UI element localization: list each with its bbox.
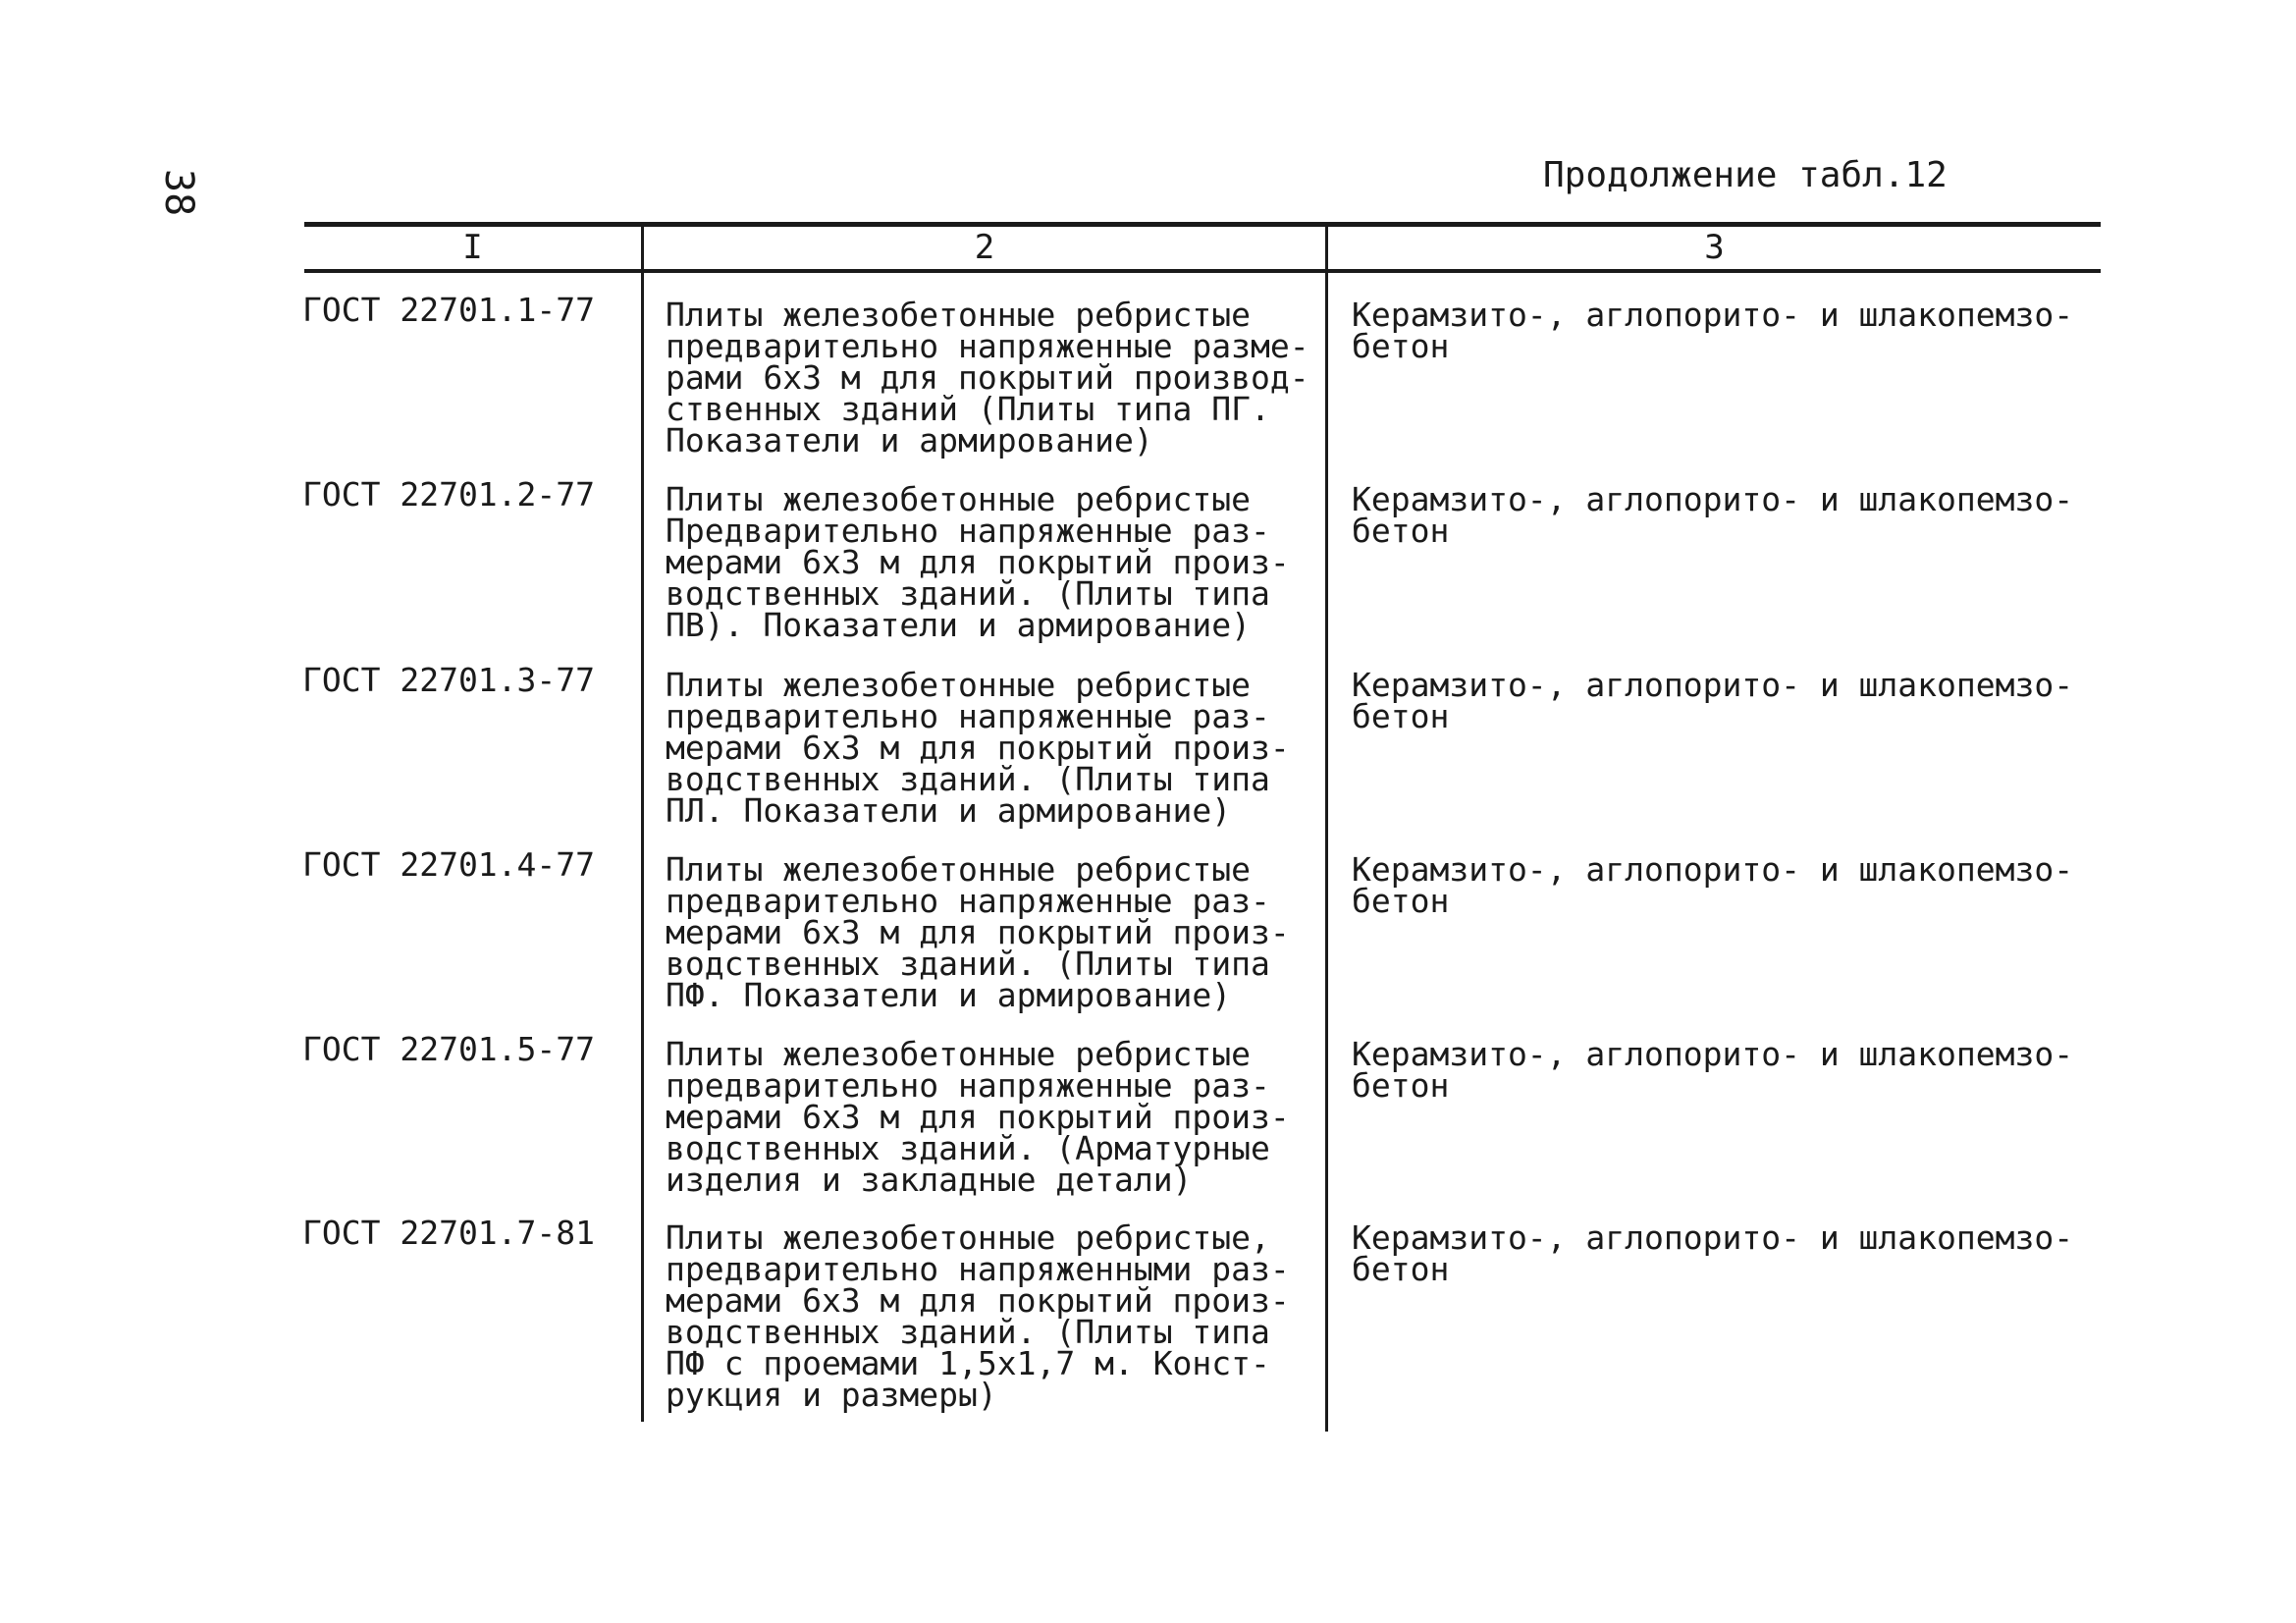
table-header-rule	[304, 269, 2101, 273]
row-2-material: Керамзито-, аглопорито- и шлакопемзо- бетон	[1352, 480, 2074, 550]
row-4-standard-code: ГОСТ 22701.4-77	[302, 845, 596, 884]
column-divider-2	[1325, 222, 1328, 1432]
row-1-material: Керамзито-, аглопорито- и шлакопемзо- бетон	[1352, 296, 2074, 365]
row-5-material: Керамзито-, аглопорито- и шлакопемзо- бетон	[1352, 1035, 2074, 1105]
row-5-standard-code: ГОСТ 22701.5-77	[302, 1030, 596, 1068]
column-divider-1	[641, 222, 644, 1422]
row-3-description: Плиты железобетонные ребристые предварительно напряженные раз- мерами 6х3 м для покрытий произ- водственных зданий. (Плиты типа ПЛ. Показатели и армирование)	[666, 666, 1290, 830]
row-6-material: Керамзито-, аглопорито- и шлакопемзо- бетон	[1352, 1218, 2074, 1288]
page-number: 38	[156, 169, 201, 217]
table-continuation-caption: Продолжение табл.12	[1543, 155, 1948, 195]
row-3-standard-code: ГОСТ 22701.3-77	[302, 661, 596, 699]
row-6-description: Плиты железобетонные ребристые, предварительно напряженными раз- мерами 6х3 м для покрытий произ- водственных зданий. (Плиты типа ПФ с проемами 1,5х1,7 м. Конст- рукция и размеры)	[666, 1218, 1290, 1414]
row-4-description: Плиты железобетонные ребристые предварительно напряженные раз- мерами 6х3 м для покрытий произ- водственных зданий. (Плиты типа ПФ. Показатели и армирование)	[666, 850, 1290, 1014]
row-2-description: Плиты железобетонные ребристые Предварительно напряженные раз- мерами 6х3 м для покрытий произ- водственных зданий. (Плиты типа ПВ). Показатели и армирование)	[666, 480, 1290, 644]
column-header-1: I	[462, 228, 483, 267]
column-header-3: 3	[1704, 228, 1725, 267]
row-2-standard-code: ГОСТ 22701.2-77	[302, 475, 596, 514]
column-header-2: 2	[974, 228, 995, 267]
row-1-description: Плиты железобетонные ребристые предварительно напряженные разме- рами 6х3 м для покрытий производ- ственных зданий (Плиты типа ПГ. Показатели и армирование)	[666, 296, 1309, 460]
row-4-material: Керамзито-, аглопорито- и шлакопемзо- бетон	[1352, 850, 2074, 920]
row-5-description: Плиты железобетонные ребристые предварительно напряженные раз- мерами 6х3 м для покрытий произ- водственных зданий. (Арматурные изделия и закладные детали)	[666, 1035, 1290, 1199]
row-6-standard-code: ГОСТ 22701.7-81	[302, 1214, 596, 1252]
table-top-rule	[304, 222, 2101, 227]
row-3-material: Керамзито-, аглопорито- и шлакопемзо- бетон	[1352, 666, 2074, 735]
row-1-standard-code: ГОСТ 22701.1-77	[302, 291, 596, 329]
